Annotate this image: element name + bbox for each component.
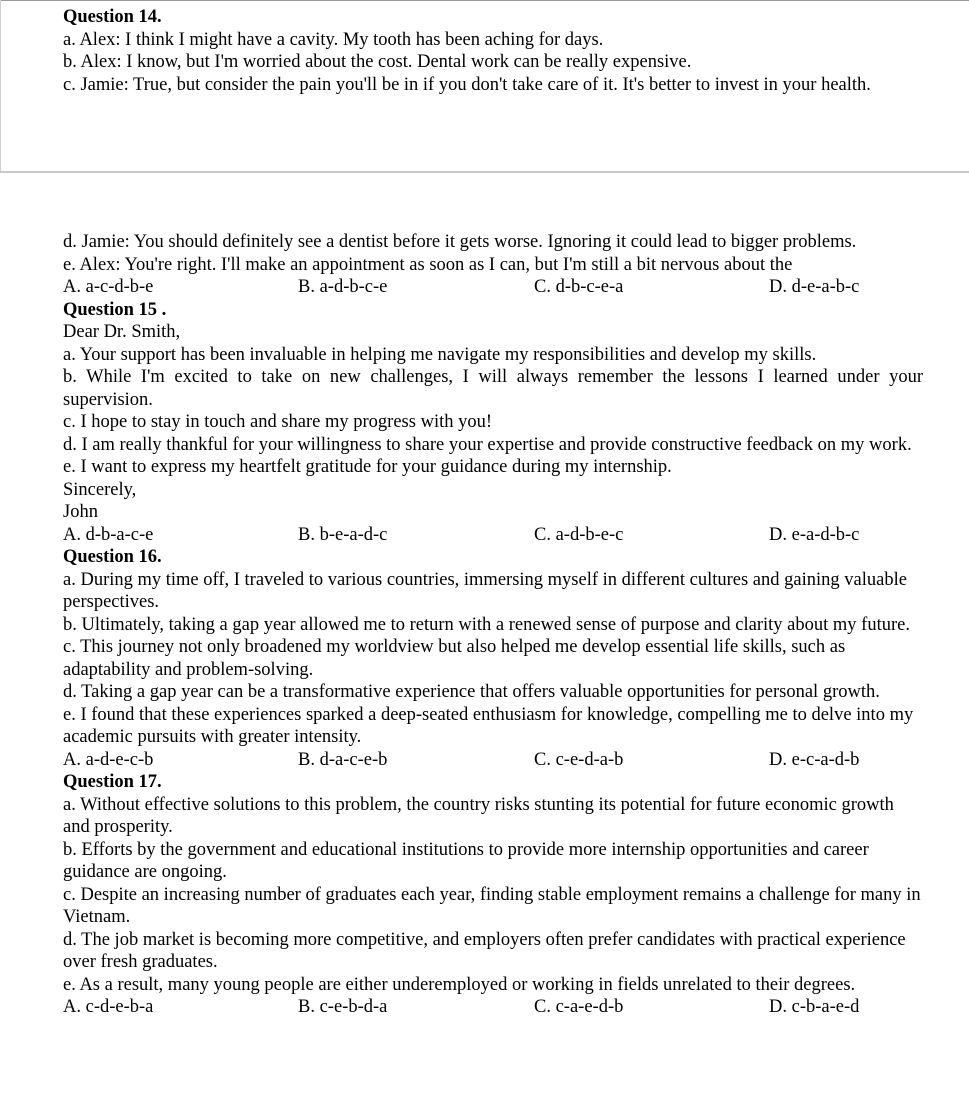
q15-line-c: c. I hope to stay in touch and share my progress with you!: [63, 412, 493, 432]
q16-option-d: D. e-c-a-d-b: [769, 749, 860, 770]
q15-closing: Sincerely,: [63, 479, 137, 500]
q14-line-d: d. Jamie: You should definitely see a dentist before it gets worse. Ignoring it could lead to bigger problems.: [63, 232, 857, 252]
q14-option-b: B. a-d-b-c-e: [298, 277, 388, 297]
question-17-title: Question 17.: [63, 772, 162, 792]
q16-options: [63, 749, 923, 772]
q17-line-d: d. The job market is becoming more competitive, and employers often prefer candidates with practical experience over fresh graduates.: [63, 929, 906, 972]
question-14-title: Question 14.: [63, 7, 162, 27]
page-break-divider: [0, 171, 969, 173]
q15-option-d: D. e-a-d-b-c: [769, 524, 860, 545]
page-top-border: [0, 0, 969, 1]
q16-option-b: B. d-a-c-e-b: [298, 749, 388, 770]
q14-option-c: C. d-b-c-e-a: [534, 277, 624, 297]
page-fragment-top: [63, 6, 923, 96]
q14-options: [63, 276, 923, 299]
q14-option-a: A. a-c-d-b-e: [63, 277, 154, 297]
q15-option-b: B. b-e-a-d-c: [298, 524, 388, 545]
q17-line-c: c. Despite an increasing number of graduates each year, finding stable employment remains a challenge for many in Vietnam.: [63, 884, 921, 927]
q16-option-c: C. c-e-d-a-b: [534, 749, 624, 770]
q16-line-c: c. This journey not only broadened my worldview but also helped me develop essential life skills, such as adaptability and problem-solving.: [63, 637, 846, 680]
q15-options: [63, 524, 923, 547]
question-16-title: Question 16.: [63, 547, 162, 567]
q17-option-a: A. c-d-e-b-a: [63, 997, 154, 1017]
q16-line-e: e. I found that these experiences sparked a deep-seated enthusiasm for knowledge, compelling me to delve into my academic pursuits with greater intensity.: [63, 704, 914, 747]
q14-option-d: D. d-e-a-b-c: [769, 277, 860, 297]
q14-line-b: b. Alex: I know, but I'm worried about the cost. Dental work can be really expensive.: [63, 52, 692, 72]
q17-options: [63, 996, 923, 1019]
q16-line-b: b. Ultimately, taking a gap year allowed me to return with a renewed sense of purpose and clarity about my future.: [63, 614, 910, 635]
q16-line-a: a. During my time off, I traveled to various countries, immersing myself in different cultures and gaining valuable perspectives.: [63, 569, 907, 612]
q17-option-b: B. c-e-b-d-a: [298, 997, 388, 1017]
q15-signature: John: [63, 502, 98, 522]
q14-line-e: e. Alex: You're right. I'll make an appointment as soon as I can, but I'm still a bit nervous about the: [63, 254, 793, 275]
q15-line-a: a. Your support has been invaluable in helping me navigate my responsibilities and develop my skills.: [63, 344, 817, 365]
q15-line-b: b. While I'm excited to take on new challenges, I will always remember the lessons I learned under your supervision.: [63, 367, 923, 410]
q15-option-a: A. d-b-a-c-e: [63, 524, 154, 545]
q16-line-d: d. Taking a gap year can be a transformative experience that offers valuable opportunities for personal growth.: [63, 682, 880, 702]
q17-line-a: a. Without effective solutions to this problem, the country risks stunting its potential for future economic growth and prosperity.: [63, 794, 894, 837]
q15-greeting: Dear Dr. Smith,: [63, 322, 181, 342]
q17-option-d: D. c-b-a-e-d: [769, 997, 860, 1017]
q17-option-c: C. c-a-e-d-b: [534, 997, 624, 1017]
q17-line-b: b. Efforts by the government and educational institutions to provide more internship opportunities and career guidance are ongoing.: [63, 839, 869, 882]
q15-line-e: e. I want to express my heartfelt gratitude for your guidance during my internship.: [63, 457, 672, 477]
page-left-border: [0, 0, 1, 172]
q15-option-c: C. a-d-b-e-c: [534, 524, 624, 545]
q15-line-d: d. I am really thankful for your willingness to share your expertise and provide constructive feedback on my work.: [63, 434, 912, 455]
q16-option-a: A. a-d-e-c-b: [63, 749, 154, 770]
question-15-title: Question 15 .: [63, 299, 167, 320]
q14-line-c: c. Jamie: True, but consider the pain you'll be in if you don't take care of it. It's better to invest in your health.: [63, 74, 871, 95]
page-fragment-main: [63, 231, 923, 1019]
q14-line-a: a. Alex: I think I might have a cavity. My tooth has been aching for days.: [63, 29, 604, 50]
q17-line-e: e. As a result, many young people are either underemployed or working in fields unrelated to their degrees.: [63, 974, 856, 995]
